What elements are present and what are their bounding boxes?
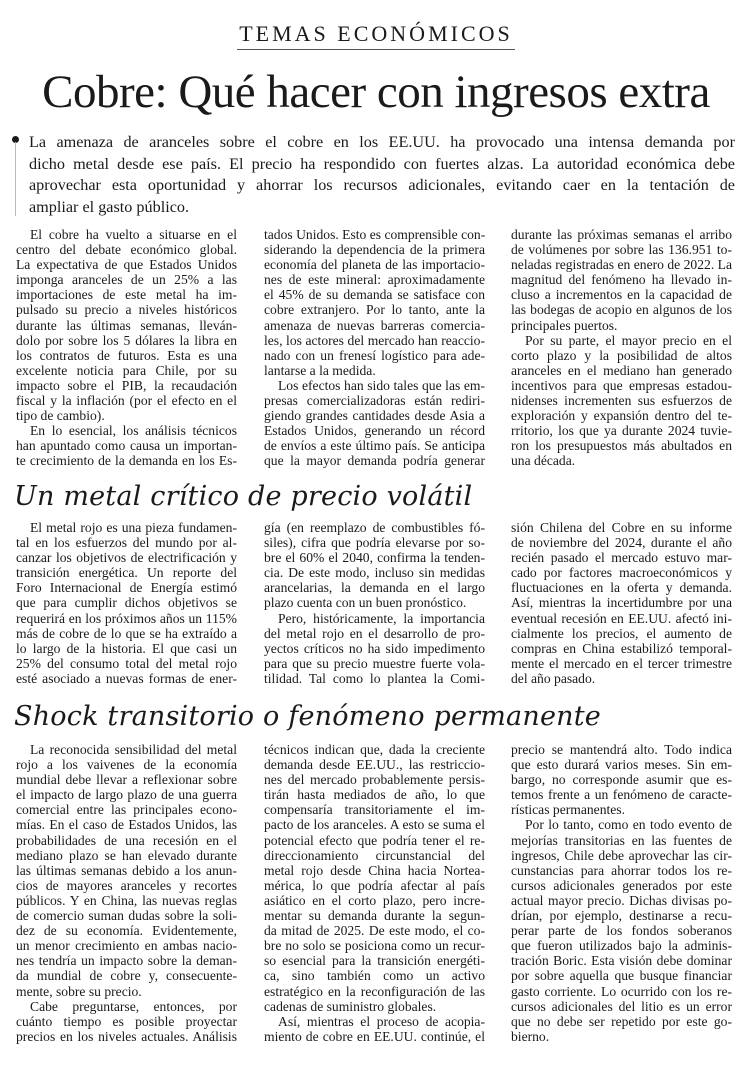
body-line: durante las próximas semanas el arribo [511,227,732,242]
body-line: recién pasado el mercado estuvo mar- [511,550,732,566]
body-line: estratégico en la reconfiguración de las [264,983,485,999]
body-column [511,742,732,1044]
body-line: que no debe ser repetido por este go- [511,1013,732,1029]
body-line: eventual recesión en EE.UU. afectó ini- [511,610,732,626]
body-line: mente, sobre su precio. [16,983,142,999]
body-line: transición energética. Un reporte del [16,565,237,581]
subhead-metal-critico: Un metal crítico de precio volátil [14,481,473,512]
body-line: rojo a los vaivenes de la economía [16,757,237,773]
body-line: tración Boric. Esta visión debe dominar [511,953,732,969]
body-line: cobre extranjero. Por lo tanto, ante la [264,302,485,318]
body-line: cios de mayores aranceles y recortes [16,877,237,893]
body-line: corto plazo y la posibilidad de altos [511,347,732,363]
body-line: mente el mercado en el tercer trimestre [511,655,732,671]
body-line: cursos adicionales generados por este [511,877,732,893]
body-line: durante las últimas semanas, lleván- [16,317,237,333]
body-line: Así, mientras la incertidumbre por una [511,595,732,611]
lead-line: dicho metal desde ese país. El precio ha respondido con fuertes alzas. La autoridad económica debe [29,154,735,173]
body-line: mediano plazo se han elevado durante [16,847,237,863]
body-line: de comercio suman dudas sobre la soli- [16,908,237,924]
lead-line: aprovechar esta oportunidad y ahorrar los recursos adicionales, evitando caer en la tentación de [29,176,735,194]
body-column [511,520,732,686]
body-line: Por su parte, el mayor precio en el [525,332,732,348]
body-line: tirán hasta mediados de año, lo que [264,787,485,803]
body-column [264,227,485,469]
body-line: importaciones de este metal ha im- [16,287,237,303]
body-line: mundial debe llevar a reflexionar sobre [16,772,237,788]
body-line: incentivos para que empresas estadou- [511,377,732,393]
body-line: dolo por sobre los 5 dólares la libra en [16,332,237,348]
body-line: da mitad de 2025. De este modo, el co- [264,923,485,939]
body-line: arancelarias, la demanda en el largo [264,580,485,596]
body-line: economía del planeta de las importacio- [264,257,485,273]
body-line: las bodegas de acopio en algunos de los [511,302,732,318]
body-line: que fueron utilizados bajo la adminis- [511,938,732,954]
body-line: precios en los niveles actuales. Análisis [16,1028,237,1044]
body-line: drían, por ejemplo, destinarse a recu- [511,908,732,924]
body-column [16,520,237,686]
body-column [511,227,732,469]
body-line: impacto sobre el PIB, la recaudación [16,377,237,393]
body-line: más de cobre de lo que se ha extraído a [16,625,237,641]
body-line: demanda desde EE.UU., las restriccio- [264,757,485,773]
body-line: rritorio, los que ya durante 2024 tuvie- [511,423,732,439]
body-line: Foro Internacional de Energía estimó [16,580,237,596]
body-line: nidenses incrementen sus esfuerzos de [511,393,732,409]
body-line: bre el 60% el 2040, confirma la tenden- [264,550,485,566]
body-line: metal rojo desde China hacia Nortea- [264,862,485,878]
body-line: nes de este mineral: aproximadamente [264,272,485,288]
body-line: de noviembre del 2024, durante el año [511,535,732,551]
body-line: pacto de los aranceles. A esto se suma el [264,817,485,833]
body-line: bargo, no corresponde asumir que es- [511,772,732,788]
body-line: requerirá en los próximos años un 115% [16,610,237,626]
body-line: neladas registradas en enero de 2022. La [511,257,732,273]
body-line: mentar su demanda durante la segun- [264,908,485,924]
section-label-text: TEMAS ECONÓMICOS [237,22,515,50]
body-line: para que su precio muestre fuerte vola- [264,655,485,671]
body-line: ingresos, Chile debe aprovechar las cir- [511,847,732,863]
body-line: El cobre ha vuelto a situarse en el [30,227,237,242]
body-line: cursos adicionales del litio es un error [511,998,732,1014]
body-line: tal en los esfuerzos del mundo por al- [16,535,237,551]
body-line: cluso a incrementos en la capacidad de [511,287,732,303]
body-line: que para cumplir dichos objetivos se [16,595,237,611]
body-line: La expectativa de que Estados Unidos [16,257,237,273]
body-line: del año pasado. [511,670,596,686]
body-line: comercial entre las principales econo- [16,802,237,818]
body-line: amenaza de nuevas barreras comercia- [264,317,485,333]
body-line: tados Unidos. Esto es comprensible con- [264,227,485,242]
body-line: El metal rojo es una pieza fundamen- [30,520,237,535]
body-line: principales puertos. [511,317,618,333]
body-line: nes tendría un impacto sobre la deman- [16,953,237,969]
body-line: Cabe preguntarse, entonces, por [30,998,237,1014]
body-line: direccionamiento circunstancial del [264,847,485,863]
body-line: que esto durará varios meses. Sin em- [511,757,732,773]
body-line: actual mayor precio. Dichas divisas po- [511,892,732,908]
body-line: Estados Unidos, generando un récord [264,423,485,439]
body-line: potencial efecto que podría tener el re- [264,832,485,848]
body-line: ron los presupuestos más abultados en [511,438,732,454]
body-line: Pero, históricamente, la importancia [278,610,485,626]
body-line: compensaría transitoriamente el im- [264,802,485,818]
body-column [264,520,485,686]
body-line: bre no solo se posiciona como un recur- [264,938,485,954]
body-line: esté asociado a nuevas formas de ener- [16,670,237,686]
body-line: excelente noticia para Chile, por su [16,362,237,378]
body-line: cialmente los precios, el aumento de [511,625,732,641]
body-line: La reconocida sensibilidad del metal [30,742,237,757]
body-line: Por lo tanto, como en todo evento de [525,817,732,833]
body-line: perar parte de los fondos soberanos [511,923,732,939]
body-line: dez de su economía. Evidentemente, [16,923,237,939]
body-line: cia. De este modo, incluso sin medidas [264,565,485,581]
section-label [0,22,752,50]
body-line: gía (en reemplazo de combustibles fó- [264,520,485,535]
body-line: sión Chilena del Cobre en su informe [511,520,732,535]
body-line: nado con un frenesí logístico para ade- [264,347,485,363]
body-line: te crecimiento de la demanda en los Es- [16,453,237,469]
body-line: tilidad. Tal como lo plantea la Comi- [264,670,485,686]
lead-rule [15,142,16,216]
body-line: so esencial para la transición energéti- [264,953,485,969]
body-line: mérica, lo que podría afectar al país [264,877,485,893]
lead-paragraph [29,132,735,218]
body-line: de envíos a este último país. Se anticipa [264,438,485,454]
body-line: fiscal y la inflación (por el efecto en el [16,393,237,409]
body-line: el 45% de su demanda se satisface con [264,287,485,303]
body-line: cadenas de suministro globales. [264,998,437,1014]
body-line: lo largo de la historia. El que casi un [16,640,237,656]
body-line: miento de cobre en EE.UU. continúe, el [264,1028,485,1044]
body-line: lantarse a la medida. [264,362,376,378]
body-line: pulsado su precio a niveles históricos [16,302,237,318]
body-line: precio se mantendrá alto. Todo indica [511,742,732,757]
body-line: bierno. [511,1028,550,1044]
body-line: presas comercializadoras están rediri- [264,393,485,409]
body-line: centro del debate económico global. [16,242,237,258]
body-line: técnicos indican que, dada la creciente [264,742,485,757]
body-line: probabilidades de una recesión en el [16,832,237,848]
body-line: canzar los objetivos de electrificación y [16,550,237,566]
body-line: tipo de cambio). [16,408,105,424]
body-line: públicos. Y en China, las nuevas reglas [16,892,237,908]
body-line: plazo cuenta con un buen pronóstico. [264,595,467,611]
body-line: de volúmenes por sobre las 136.951 to- [511,242,732,258]
body-line: les, los actores del mercado han reaccio- [264,332,485,348]
body-line: por sobre aquella que busque financiar [511,968,732,984]
body-line: compras en China estabilizó temporal- [511,640,732,656]
body-line: yectos críticos no ha sido impedimento [264,640,485,656]
body-line: un menor crecimiento en ambas nacio- [16,938,237,954]
lead-line: ampliar el gasto público. [29,197,190,216]
body-line: fluctuaciones en la oferta y demanda. [511,580,732,596]
body-line: cunstancias para ahorrar todos los re- [511,862,732,878]
body-line: gasto corriente. Lo ocurrido con los re- [511,983,732,999]
body-line: giendo grandes cantidades desde Asia a [264,408,485,424]
body-line: 25% del consumo total del metal rojo [16,655,237,671]
body-line: Así, mientras el proceso de acopia- [278,1013,485,1029]
body-line: cado por factores macroeconómicos y [511,565,732,581]
body-line: que la mayor demanda podría generar [264,453,485,469]
body-column [16,742,237,1044]
body-line: una década. [511,453,576,469]
body-line: nes del mercado probablemente persis- [264,772,485,788]
body-line: ca, sino también como un activo [264,968,485,984]
body-column [16,227,237,469]
body-line: los contratos de futuros. Esta es una [16,347,237,363]
body-line: siderando la dependencia de la primera [264,242,485,258]
body-line: mejorías transitorias en las fuentes de [511,832,732,848]
subhead-shock-transitorio: Shock transitorio o fenómeno permanente [14,701,601,732]
body-line: En lo esencial, los análisis técnicos [30,423,237,439]
headline: Cobre: Qué hacer con ingresos extra [42,66,710,118]
body-line: el impacto de largo plazo de una guerra [16,787,237,803]
body-line: cuánto tiempo es posible proyectar [16,1013,237,1029]
body-line: magnitud del fenómeno ha llevado in- [511,272,732,288]
body-line: las últimas semanas debido a los anun- [16,862,237,878]
lead-line: La amenaza de aranceles sobre el cobre en los EE.UU. ha provocado una intensa demanda por [29,133,735,151]
body-line: exploración y expansión dentro del te- [511,408,732,424]
body-line: asiático en el corto plazo, pero incre- [264,892,485,908]
body-line: han apuntado como causa un importan- [16,438,237,454]
body-line: siles), cifra que podría elevarse por so- [264,535,485,551]
body-line: temos frente a un fenómeno de caracte- [511,787,732,803]
body-line: da mundial de cobre y, consecuente- [16,968,237,984]
body-line: aranceles en el mediano han generado [511,362,732,378]
body-line: mías. En el caso de Estados Unidos, las [16,817,237,833]
body-line: Los efectos han sido tales que las em- [278,377,485,393]
body-line: imponga aranceles de un 25% a las [16,272,237,288]
body-line: del metal rojo en el desarrollo de pro- [264,625,485,641]
body-line: rísticas permanentes. [511,802,625,818]
body-column [264,742,485,1044]
